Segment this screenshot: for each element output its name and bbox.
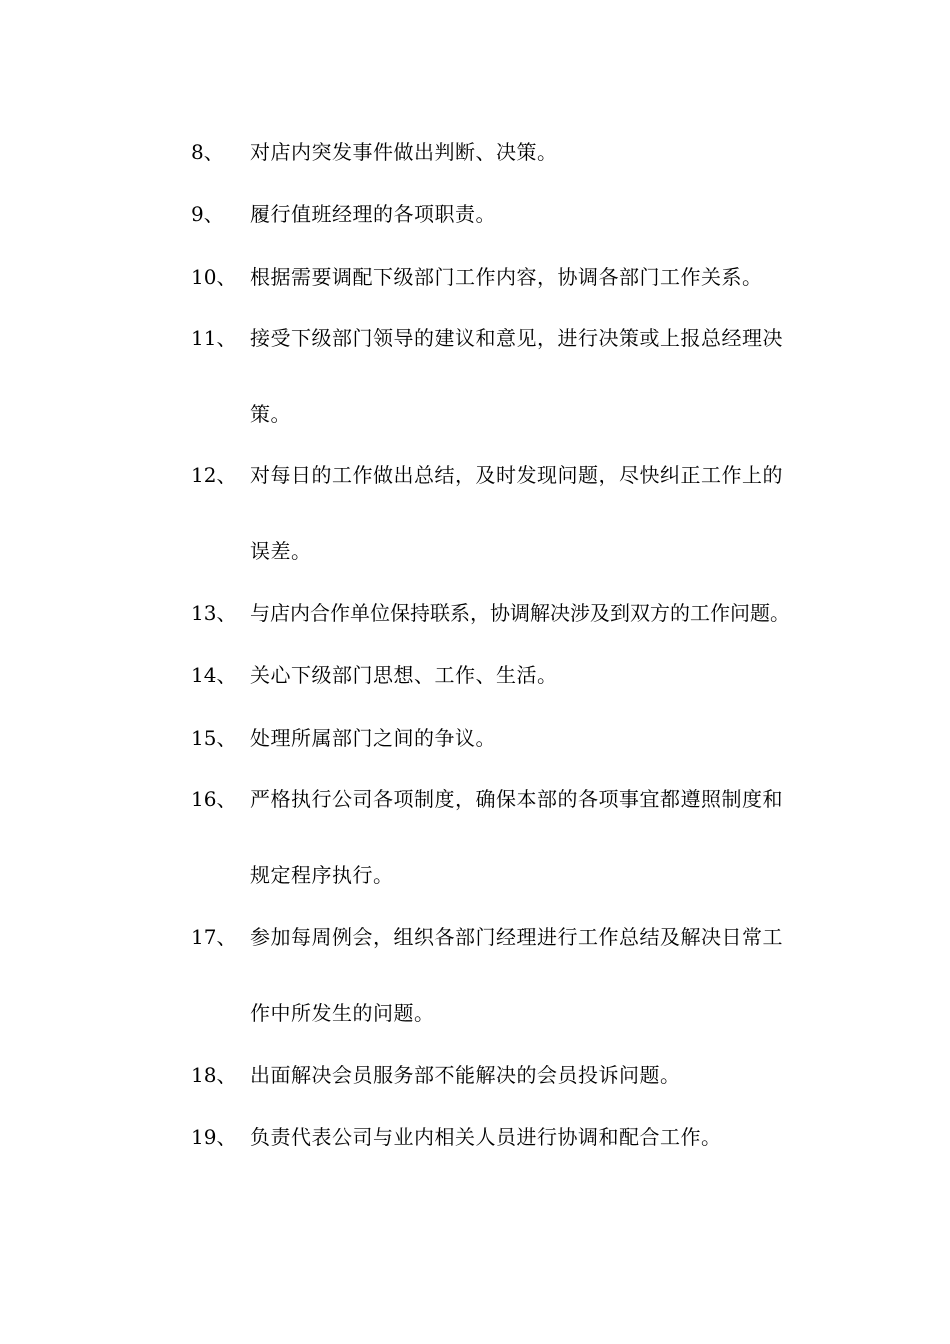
item-number: 18、 [191,1063,237,1087]
item-text: 对每日的工作做出总结，及时发现问题，尽快纠正工作上的 [250,463,783,487]
item-text: 出面解决会员服务部不能解决的会员投诉问题。 [250,1063,681,1087]
item-number: 11、 [191,326,237,350]
item-text-continued: 误差。 [250,539,312,563]
item-number: 13、 [191,601,237,625]
item-number: 14、 [191,663,237,687]
item-text: 履行值班经理的各项职责。 [250,202,496,226]
item-text: 对店内突发事件做出判断、决策。 [250,140,558,164]
item-number: 15、 [191,726,237,750]
item-number: 9、 [191,202,224,226]
item-number: 19、 [191,1125,237,1149]
item-text: 处理所属部门之间的争议。 [250,726,496,750]
item-number: 17、 [191,925,237,949]
item-text: 根据需要调配下级部门工作内容，协调各部门工作关系。 [250,265,763,289]
item-text: 参加每周例会，组织各部门经理进行工作总结及解决日常工 [250,925,783,949]
item-number: 8、 [191,140,224,164]
item-text-continued: 策。 [250,402,291,426]
item-number: 10、 [191,265,237,289]
item-text-continued: 作中所发生的问题。 [250,1001,435,1025]
item-text: 与店内合作单位保持联系，协调解决涉及到双方的工作问题。 [250,601,790,625]
item-number: 16、 [191,787,237,811]
item-text-continued: 规定程序执行。 [250,863,394,887]
item-number: 12、 [191,463,237,487]
item-text: 关心下级部门思想、工作、生活。 [250,663,558,687]
item-text: 负责代表公司与业内相关人员进行协调和配合工作。 [250,1125,722,1149]
item-text: 严格执行公司各项制度，确保本部的各项事宜都遵照制度和 [250,787,783,811]
item-text: 接受下级部门领导的建议和意见，进行决策或上报总经理决 [250,326,783,350]
